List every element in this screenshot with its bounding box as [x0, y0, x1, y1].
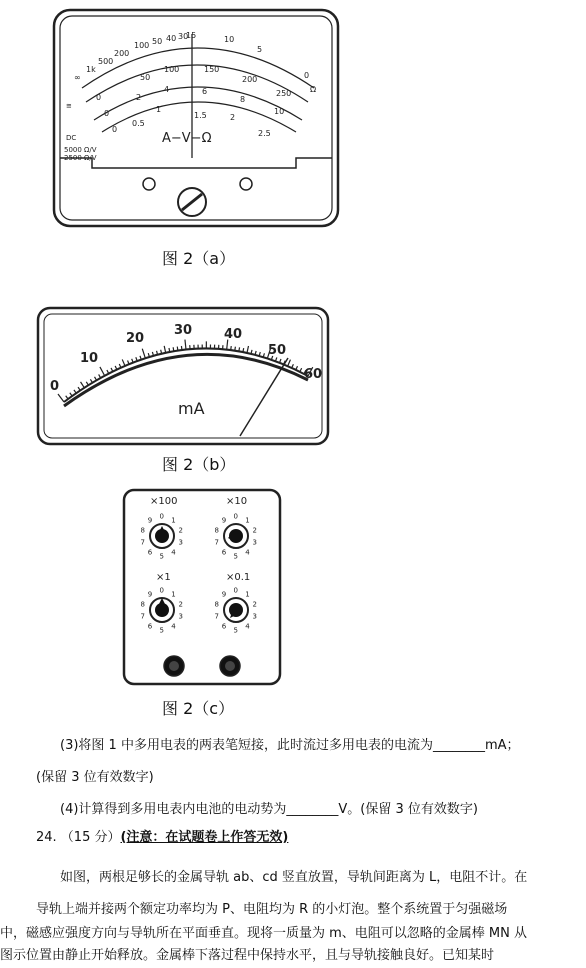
svg-text:200: 200 — [242, 75, 258, 84]
svg-text:0.5: 0.5 — [132, 119, 145, 128]
dial-digit: 1 — [245, 590, 250, 599]
ohm-label-inf: ∞ — [74, 73, 81, 82]
dial-digit: 8 — [214, 600, 219, 609]
svg-text:200: 200 — [114, 49, 130, 58]
svg-text:10: 10 — [274, 107, 285, 116]
svg-text:100: 100 — [134, 41, 150, 50]
dial-digit: 2 — [252, 600, 257, 609]
svg-text:4: 4 — [164, 85, 170, 94]
svg-text:1: 1 — [156, 105, 162, 114]
q4-line: (4)计算得到多用电表内电池的电动势为________V。(保留 3 位有效数字) — [60, 802, 478, 817]
dial-digit: 6 — [147, 622, 153, 631]
meter-label: A−V−Ω — [162, 131, 212, 146]
ma-tick — [181, 346, 182, 350]
dial-digit: 8 — [140, 600, 145, 609]
ma-tick — [235, 347, 236, 351]
dial-digit: 5 — [159, 552, 164, 561]
ma-tick — [243, 348, 244, 352]
svg-text:×10: ×10 — [226, 496, 248, 507]
caption-a: 图 2（a） — [162, 249, 236, 268]
svg-text:8: 8 — [240, 95, 246, 104]
q24-para-4: 图示位置由静止开始释放。金属棒下落过程中保持水平，且与导轨接触良好。已知某时 — [0, 948, 495, 963]
dial-digit: 5 — [233, 626, 238, 635]
sensitivity-1: 5000 Ω/V — [64, 146, 97, 154]
svg-text:150: 150 — [204, 65, 220, 74]
dial-digit: 5 — [159, 626, 164, 635]
dial-digit: 2 — [178, 600, 183, 609]
dial-digit: 6 — [147, 548, 153, 557]
dial-digit: 1 — [245, 516, 250, 525]
dial-digit: 3 — [252, 612, 257, 621]
sensitivity-2: 2500 Ω/V — [64, 154, 97, 162]
dial-digit: 1 — [171, 516, 176, 525]
tick-label-50: 50 — [268, 343, 287, 358]
dial-digit: 0 — [233, 512, 238, 521]
q24-para-2: 导轨上端并接两个额定功率均为 P、电阻均为 R 的小灯泡。整个系统置于匀强磁场 — [36, 902, 508, 917]
svg-text:15: 15 — [186, 31, 197, 40]
ma-meter — [36, 306, 332, 448]
ma-tick — [231, 346, 232, 350]
svg-text:0: 0 — [304, 71, 310, 80]
q24-note: (注意：在试题卷上作答无效) — [120, 830, 289, 845]
svg-text:500: 500 — [98, 57, 114, 66]
tick-label-60: 60 — [304, 367, 323, 382]
svg-text:2: 2 — [136, 93, 142, 102]
dial-digit: 0 — [159, 586, 164, 595]
svg-text:100: 100 — [164, 65, 180, 74]
dial-digit: 4 — [245, 622, 250, 631]
svg-text:×100: ×100 — [150, 496, 178, 507]
dial-digit: 3 — [252, 538, 257, 547]
ma-unit: mA — [178, 399, 205, 418]
svg-text:250: 250 — [276, 89, 292, 98]
tick-label-30: 30 — [174, 323, 193, 338]
q24-number: 24. （15 分） — [36, 830, 121, 845]
q24-para-3: 中，磁感应强度方向与导轨所在平面垂直。现将一质量为 m、电阻可以忽略的金属棒 MN 从 — [0, 926, 528, 941]
dial-digit: 7 — [214, 612, 219, 621]
resistance-box — [122, 488, 284, 688]
svg-text:1k: 1k — [86, 65, 96, 74]
tick-label-0: 0 — [50, 379, 60, 394]
svg-text:0: 0 — [96, 93, 102, 102]
svg-text:6: 6 — [202, 87, 208, 96]
svg-text:×1: ×1 — [156, 572, 171, 583]
tick-label-40: 40 — [224, 327, 243, 342]
dial-digit: 0 — [159, 512, 164, 521]
dial-digit: 3 — [178, 538, 183, 547]
dial-digit: 9 — [221, 590, 227, 599]
svg-text:5: 5 — [257, 45, 263, 54]
svg-text:×0.1: ×0.1 — [226, 572, 251, 583]
multimeter-face — [52, 8, 342, 230]
dial-digit: 6 — [221, 548, 227, 557]
svg-text:1.5: 1.5 — [194, 111, 207, 120]
dial-digit: 8 — [214, 526, 219, 535]
svg-text:Ω: Ω — [310, 85, 317, 94]
q24-para-1: 如图，两根足够长的金属导轨 ab、cd 竖直放置，导轨间距离为 L，电阻不计。在 — [60, 870, 528, 885]
dial-digit: 7 — [140, 612, 145, 621]
svg-text:40: 40 — [166, 34, 177, 43]
dial-digit: 9 — [221, 516, 227, 525]
svg-text:2.5: 2.5 — [258, 129, 271, 138]
dial-digit: 7 — [214, 538, 219, 547]
svg-text:50: 50 — [152, 37, 163, 46]
ma-tick — [173, 347, 174, 351]
ma-tick — [239, 347, 240, 351]
ma-tick — [169, 348, 170, 352]
q24-heading — [36, 829, 288, 847]
dial-digit: 7 — [140, 538, 145, 547]
tick-label-10: 10 — [80, 351, 99, 366]
q3-line2: (保留 3 位有效数字) — [36, 770, 154, 785]
dial-digit: 0 — [233, 586, 238, 595]
dial-digit: 5 — [233, 552, 238, 561]
svg-text:30: 30 — [178, 32, 189, 41]
dial-digit: 4 — [171, 622, 176, 631]
dial-digit: 4 — [245, 548, 250, 557]
dial-digit: 2 — [178, 526, 183, 535]
svg-text:2: 2 — [230, 113, 236, 122]
ma-tick — [177, 347, 178, 351]
dc-symbol: DC — [66, 134, 77, 142]
caption-b: 图 2（b） — [162, 455, 236, 474]
dial-digit: 3 — [178, 612, 183, 621]
dial-digit: 2 — [252, 526, 257, 535]
svg-text:50: 50 — [140, 73, 151, 82]
caption-c: 图 2（c） — [162, 699, 235, 718]
dial-digit: 9 — [147, 516, 153, 525]
svg-text:0: 0 — [104, 109, 110, 118]
q3-line1: (3)将图 1 中多用电表的两表笔短接，此时流过多用电表的电流为________mA； — [60, 738, 520, 753]
dial-digit: 4 — [171, 548, 176, 557]
dial-digit: 6 — [221, 622, 227, 631]
dial-digit: 8 — [140, 526, 145, 535]
svg-text:0: 0 — [112, 125, 118, 134]
dial-digit: 9 — [147, 590, 153, 599]
ac-symbol: ≅ — [66, 102, 72, 110]
svg-text:10: 10 — [224, 35, 235, 44]
tick-label-20: 20 — [126, 331, 145, 346]
dial-digit: 1 — [171, 590, 176, 599]
